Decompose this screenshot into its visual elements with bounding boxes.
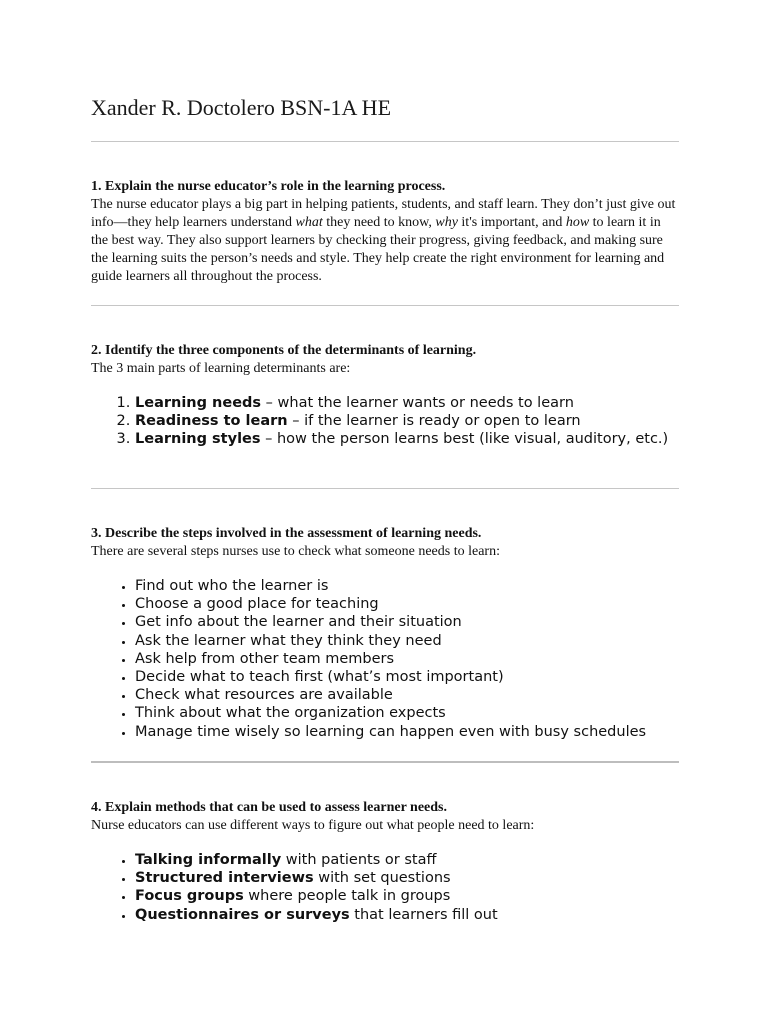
list-item: [135, 851, 679, 869]
item-term: Readiness to learn: [135, 413, 288, 430]
assessment-methods-list: [91, 851, 679, 924]
answer-1: [91, 196, 679, 286]
item-desc: that learners fill out: [349, 906, 498, 923]
item-term: Structured interviews: [135, 870, 314, 887]
list-item: • Manage time wisely so learning can happen even with busy schedules: [135, 723, 679, 741]
list-item: [135, 869, 679, 887]
item-desc: – what the learner wants or needs to learn: [261, 395, 574, 411]
list-item: • Decide what to teach first (what’s most important): [135, 668, 679, 686]
intro-3: There are several steps nurses use to check what someone needs to learn:: [91, 544, 500, 559]
list-item: • Find out who the learner is: [135, 577, 679, 595]
item-term: Talking informally: [135, 852, 282, 868]
item-desc: – if the learner is ready or open to learn: [287, 413, 581, 430]
determinants-list: [91, 394, 679, 449]
question-1: 1. Explain the nurse educator’s role in the learning process.: [91, 179, 446, 194]
answer-1-text: The nurse educator plays a big part in helping patients, students, and staff learn. They don’t just give out info—they help learners understand: [91, 197, 676, 230]
assessment-steps-list: [91, 577, 679, 741]
document-title: Xander R. Doctolero BSN-1A HE: [91, 95, 392, 120]
item-term: Questionnaires or surveys: [135, 906, 350, 923]
question-2: 2. Identify the three components of the determinants of learning.: [91, 343, 477, 358]
list-item: • Choose a good place for teaching: [135, 595, 679, 613]
list-item: • Ask the learner what they think they need: [135, 632, 679, 650]
question-4: 4. Explain methods that can be used to assess learner needs.: [91, 800, 447, 815]
list-item: [135, 430, 679, 448]
question-3: 3. Describe the steps involved in the assessment of learning needs.: [91, 526, 482, 541]
list-item: [135, 906, 679, 924]
divider: [91, 305, 679, 306]
item-term: Learning needs: [135, 395, 262, 411]
section-1: [91, 178, 679, 286]
answer-1-emphasis-how: how: [565, 215, 590, 230]
list-item: [135, 887, 679, 905]
section-2: [91, 342, 679, 449]
intro-4: Nurse educators can use different ways to figure out what people need to learn:: [91, 818, 535, 833]
section-3: [91, 525, 679, 741]
answer-1-emphasis-why: why: [435, 215, 458, 230]
list-item: • Get info about the learner and their situation: [135, 613, 679, 631]
answer-1-text: it's important, and: [457, 215, 566, 230]
item-desc: with patients or staff: [281, 852, 437, 868]
intro-2: The 3 main parts of learning determinants are:: [91, 361, 351, 376]
section-4: [91, 799, 679, 924]
item-term: Learning styles: [135, 431, 261, 448]
list-item: • Think about what the organization expects: [135, 704, 679, 722]
answer-1-text: they need to know,: [322, 215, 436, 230]
item-term: Focus groups: [135, 888, 244, 905]
divider: [91, 141, 679, 142]
list-item: [135, 412, 679, 430]
list-item: [135, 394, 679, 412]
list-item: • Check what resources are available: [135, 686, 679, 704]
list-item: • Ask help from other team members: [135, 650, 679, 668]
item-desc: – how the person learns best (like visual, auditory, etc.): [260, 431, 669, 448]
answer-1-text: to learn it in the best way. They also support learners by checking their progress, giving feedback, and making sure the learning suits the person’s needs and style. They help create the right environment for learning and guide learners all throughout the process.: [91, 215, 665, 284]
divider: [91, 761, 679, 763]
answer-1-emphasis-what: what: [295, 215, 323, 230]
item-desc: where people talk in groups: [243, 888, 451, 905]
divider: [91, 488, 679, 489]
item-desc: with set questions: [313, 870, 451, 887]
